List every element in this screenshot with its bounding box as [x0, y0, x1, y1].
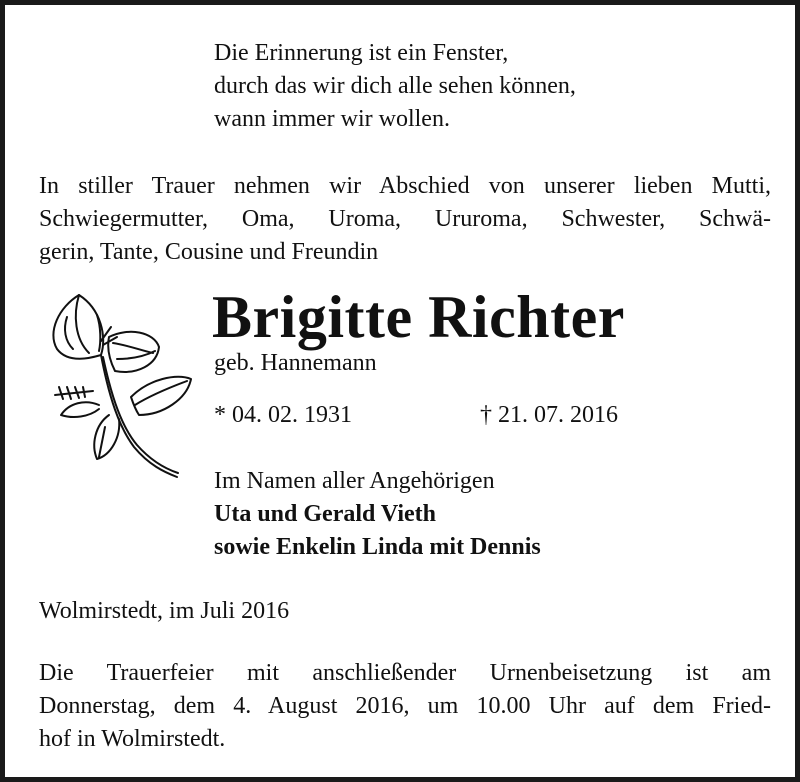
funeral-line: Die Trauerfeier mit anschließender Urnenbeisetzung ist am [39, 660, 771, 686]
death-date: † 21. 07. 2016 [480, 402, 618, 428]
funeral-line: Donnerstag, dem 4. August 2016, um 10.00 Uhr auf dem Fried- [39, 693, 771, 719]
place-date: Wolmirstedt, im Juli 2016 [39, 598, 290, 624]
mourners-intro: Im Namen aller Angehörigen [214, 468, 495, 494]
intro-line: In stiller Trauer nehmen wir Abschied von unserer lieben Mutti, [39, 173, 771, 199]
calla-lily-icon [39, 287, 199, 487]
intro-line: gerin, Tante, Cousine und Freundin [39, 239, 379, 265]
birth-date: * 04. 02. 1931 [214, 402, 352, 428]
mourners-names: sowie Enkelin Linda mit Dennis [214, 534, 541, 560]
maiden-name: geb. Hannemann [214, 350, 377, 376]
poem-line: durch das wir dich alle sehen können, [214, 73, 576, 99]
poem-line: Die Erinnerung ist ein Fenster, [214, 40, 509, 66]
deceased-name: Brigitte Richter [212, 284, 625, 350]
intro-line: Schwiegermutter, Oma, Uroma, Ururoma, Schwester, Schwä- [39, 206, 771, 232]
funeral-line: hof in Wolmirstedt. [39, 726, 226, 752]
poem-line: wann immer wir wollen. [214, 106, 450, 132]
mourners-names: Uta und Gerald Vieth [214, 501, 437, 527]
